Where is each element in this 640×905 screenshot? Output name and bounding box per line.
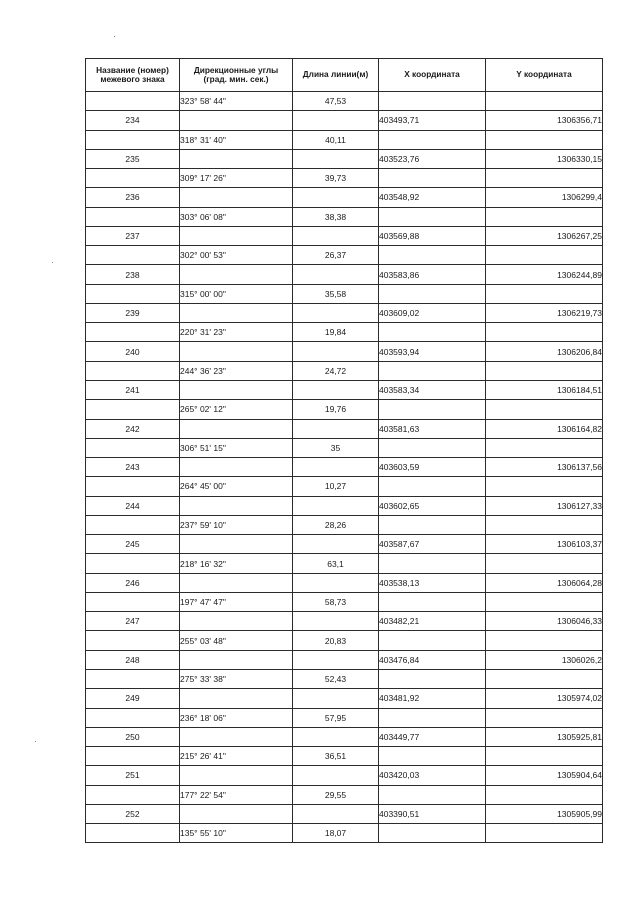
table-row xyxy=(86,515,603,534)
y-coordinate-cell: 1305905,99 xyxy=(486,804,603,823)
table-row xyxy=(86,130,603,149)
table-row xyxy=(86,708,603,727)
x-coordinate-cell xyxy=(379,130,486,149)
y-coordinate-cell xyxy=(486,284,603,303)
x-coordinate-cell xyxy=(379,323,486,342)
x-coordinate-cell xyxy=(379,669,486,688)
direction-angle-cell: 220° 31' 23" xyxy=(180,323,293,342)
line-length-cell: 19,84 xyxy=(293,323,379,342)
mark-name-cell: 251 xyxy=(86,766,180,785)
y-coordinate-cell xyxy=(486,400,603,419)
header-direction-angle xyxy=(180,59,293,92)
header-y-coordinate xyxy=(486,59,603,92)
line-length-cell: 39,73 xyxy=(293,169,379,188)
x-coordinate-cell: 403476,84 xyxy=(379,650,486,669)
mark-name-cell xyxy=(86,438,180,457)
direction-angle-cell: 302° 00' 53" xyxy=(180,246,293,265)
table-header xyxy=(86,59,603,92)
line-length-cell xyxy=(293,689,379,708)
direction-angle-cell: 265° 02' 12" xyxy=(180,400,293,419)
direction-angle-cell xyxy=(180,342,293,361)
line-length-cell xyxy=(293,188,379,207)
line-length-cell: 57,95 xyxy=(293,708,379,727)
direction-angle-cell: 318° 31' 40" xyxy=(180,130,293,149)
x-coordinate-cell xyxy=(379,554,486,573)
mark-name-cell xyxy=(86,246,180,265)
header-x-coordinate-label: X координата xyxy=(404,69,460,80)
x-coordinate-cell: 403603,59 xyxy=(379,458,486,477)
mark-name-cell xyxy=(86,400,180,419)
mark-name-cell xyxy=(86,708,180,727)
direction-angle-cell: 275° 33' 38" xyxy=(180,669,293,688)
scan-speck xyxy=(52,262,53,263)
y-coordinate-cell: 1306267,25 xyxy=(486,226,603,245)
y-coordinate-cell: 1306064,28 xyxy=(486,573,603,592)
direction-angle-cell: 303° 06' 08" xyxy=(180,207,293,226)
line-length-cell: 35,58 xyxy=(293,284,379,303)
x-coordinate-cell xyxy=(379,361,486,380)
x-coordinate-cell: 403583,34 xyxy=(379,380,486,399)
direction-angle-cell xyxy=(180,458,293,477)
line-length-cell: 47,53 xyxy=(293,92,379,111)
x-coordinate-cell xyxy=(379,92,486,111)
mark-name-cell xyxy=(86,592,180,611)
header-direction-angle-label: Дирекционные углы (град. мин. сек.) xyxy=(193,64,279,84)
line-length-cell xyxy=(293,265,379,284)
y-coordinate-cell: 1306103,37 xyxy=(486,535,603,554)
line-length-cell xyxy=(293,303,379,322)
mark-name-cell: 247 xyxy=(86,612,180,631)
mark-name-cell: 242 xyxy=(86,419,180,438)
line-length-cell: 40,11 xyxy=(293,130,379,149)
mark-name-cell xyxy=(86,824,180,843)
table-row xyxy=(86,650,603,669)
direction-angle-cell xyxy=(180,419,293,438)
y-coordinate-cell xyxy=(486,669,603,688)
y-coordinate-cell: 1306219,73 xyxy=(486,303,603,322)
direction-angle-cell: 215° 26' 41" xyxy=(180,747,293,766)
x-coordinate-cell xyxy=(379,631,486,650)
table-row xyxy=(86,689,603,708)
y-coordinate-cell xyxy=(486,438,603,457)
y-coordinate-cell xyxy=(486,515,603,534)
x-coordinate-cell: 403390,51 xyxy=(379,804,486,823)
line-length-cell xyxy=(293,573,379,592)
x-coordinate-cell xyxy=(379,708,486,727)
x-coordinate-cell xyxy=(379,246,486,265)
table-row xyxy=(86,669,603,688)
mark-name-cell xyxy=(86,207,180,226)
y-coordinate-cell: 1306046,33 xyxy=(486,612,603,631)
y-coordinate-cell xyxy=(486,361,603,380)
table-body xyxy=(86,92,603,843)
mark-name-cell xyxy=(86,92,180,111)
table-row xyxy=(86,226,603,245)
table-row xyxy=(86,303,603,322)
table-row xyxy=(86,458,603,477)
y-coordinate-cell: 1306244,89 xyxy=(486,265,603,284)
mark-name-cell: 241 xyxy=(86,380,180,399)
direction-angle-cell xyxy=(180,149,293,168)
mark-name-cell: 248 xyxy=(86,650,180,669)
table-row xyxy=(86,342,603,361)
direction-angle-cell xyxy=(180,804,293,823)
mark-name-cell: 237 xyxy=(86,226,180,245)
y-coordinate-cell xyxy=(486,631,603,650)
x-coordinate-cell xyxy=(379,207,486,226)
y-coordinate-cell: 1305925,81 xyxy=(486,727,603,746)
line-length-cell: 38,38 xyxy=(293,207,379,226)
line-length-cell xyxy=(293,149,379,168)
line-length-cell xyxy=(293,650,379,669)
mark-name-cell: 234 xyxy=(86,111,180,130)
line-length-cell xyxy=(293,804,379,823)
direction-angle-cell xyxy=(180,111,293,130)
table-row xyxy=(86,111,603,130)
table-row xyxy=(86,573,603,592)
mark-name-cell xyxy=(86,785,180,804)
x-coordinate-cell: 403569,88 xyxy=(379,226,486,245)
line-length-cell: 20,83 xyxy=(293,631,379,650)
line-length-cell xyxy=(293,766,379,785)
direction-angle-cell xyxy=(180,535,293,554)
scan-speck xyxy=(114,36,115,37)
direction-angle-cell: 237° 59' 10" xyxy=(180,515,293,534)
direction-angle-cell xyxy=(180,689,293,708)
direction-angle-cell xyxy=(180,380,293,399)
direction-angle-cell xyxy=(180,612,293,631)
mark-name-cell xyxy=(86,284,180,303)
line-length-cell: 58,73 xyxy=(293,592,379,611)
direction-angle-cell: 236° 18' 06" xyxy=(180,708,293,727)
table-row xyxy=(86,804,603,823)
line-length-cell xyxy=(293,727,379,746)
y-coordinate-cell xyxy=(486,92,603,111)
x-coordinate-cell: 403493,71 xyxy=(379,111,486,130)
mark-name-cell xyxy=(86,515,180,534)
table-row xyxy=(86,727,603,746)
direction-angle-cell xyxy=(180,650,293,669)
line-length-cell xyxy=(293,496,379,515)
scan-speck xyxy=(35,741,36,742)
direction-angle-cell: 177° 22' 54" xyxy=(180,785,293,804)
direction-angle-cell: 306° 51' 15" xyxy=(180,438,293,457)
table-row xyxy=(86,361,603,380)
header-mark-name xyxy=(86,59,180,92)
line-length-cell: 36,51 xyxy=(293,747,379,766)
direction-angle-cell: 309° 17' 26" xyxy=(180,169,293,188)
table-row xyxy=(86,554,603,573)
y-coordinate-cell: 1306164,82 xyxy=(486,419,603,438)
mark-name-cell: 238 xyxy=(86,265,180,284)
boundary-coordinates-table xyxy=(85,58,603,843)
mark-name-cell: 250 xyxy=(86,727,180,746)
mark-name-cell xyxy=(86,554,180,573)
y-coordinate-cell: 1306356,71 xyxy=(486,111,603,130)
y-coordinate-cell: 1305974,02 xyxy=(486,689,603,708)
line-length-cell: 26,37 xyxy=(293,246,379,265)
direction-angle-cell: 255° 03' 48" xyxy=(180,631,293,650)
x-coordinate-cell: 403587,67 xyxy=(379,535,486,554)
x-coordinate-cell: 403420,03 xyxy=(379,766,486,785)
table-row xyxy=(86,169,603,188)
y-coordinate-cell xyxy=(486,477,603,496)
y-coordinate-cell xyxy=(486,554,603,573)
mark-name-cell: 240 xyxy=(86,342,180,361)
table-row xyxy=(86,419,603,438)
table-row xyxy=(86,207,603,226)
y-coordinate-cell xyxy=(486,747,603,766)
header-y-coordinate-label: Y координата xyxy=(516,69,572,80)
table-row xyxy=(86,188,603,207)
table-row xyxy=(86,438,603,457)
y-coordinate-cell xyxy=(486,824,603,843)
mark-name-cell: 239 xyxy=(86,303,180,322)
direction-angle-cell: 264° 45' 00" xyxy=(180,477,293,496)
mark-name-cell: 249 xyxy=(86,689,180,708)
x-coordinate-cell xyxy=(379,438,486,457)
line-length-cell xyxy=(293,458,379,477)
x-coordinate-cell: 403609,02 xyxy=(379,303,486,322)
table-row xyxy=(86,400,603,419)
table-row xyxy=(86,496,603,515)
x-coordinate-cell xyxy=(379,400,486,419)
direction-angle-cell xyxy=(180,303,293,322)
line-length-cell xyxy=(293,226,379,245)
line-length-cell: 24,72 xyxy=(293,361,379,380)
line-length-cell xyxy=(293,111,379,130)
mark-name-cell xyxy=(86,361,180,380)
x-coordinate-cell xyxy=(379,592,486,611)
mark-name-cell: 245 xyxy=(86,535,180,554)
line-length-cell: 35 xyxy=(293,438,379,457)
table-row xyxy=(86,477,603,496)
x-coordinate-cell: 403548,92 xyxy=(379,188,486,207)
direction-angle-cell: 315° 00' 00" xyxy=(180,284,293,303)
x-coordinate-cell: 403602,65 xyxy=(379,496,486,515)
y-coordinate-cell: 1306299,4 xyxy=(486,188,603,207)
direction-angle-cell: 135° 55' 10" xyxy=(180,824,293,843)
table-row xyxy=(86,323,603,342)
mark-name-cell: 243 xyxy=(86,458,180,477)
y-coordinate-cell: 1306330,15 xyxy=(486,149,603,168)
x-coordinate-cell xyxy=(379,284,486,303)
table-row xyxy=(86,265,603,284)
header-line-length xyxy=(293,59,379,92)
direction-angle-cell: 197° 47' 47" xyxy=(180,592,293,611)
table-row xyxy=(86,149,603,168)
y-coordinate-cell xyxy=(486,785,603,804)
line-length-cell: 10,27 xyxy=(293,477,379,496)
mark-name-cell xyxy=(86,631,180,650)
direction-angle-cell: 218° 16' 32" xyxy=(180,554,293,573)
table-row xyxy=(86,284,603,303)
y-coordinate-cell xyxy=(486,169,603,188)
direction-angle-cell xyxy=(180,265,293,284)
line-length-cell xyxy=(293,419,379,438)
mark-name-cell: 252 xyxy=(86,804,180,823)
table-row xyxy=(86,592,603,611)
y-coordinate-cell: 1306026,2 xyxy=(486,650,603,669)
header-line-length-label: Длина линии(м) xyxy=(302,69,369,80)
x-coordinate-cell: 403481,92 xyxy=(379,689,486,708)
table-row xyxy=(86,785,603,804)
y-coordinate-cell xyxy=(486,592,603,611)
line-length-cell: 29,55 xyxy=(293,785,379,804)
mark-name-cell xyxy=(86,669,180,688)
y-coordinate-cell xyxy=(486,246,603,265)
direction-angle-cell xyxy=(180,573,293,592)
line-length-cell xyxy=(293,612,379,631)
mark-name-cell: 244 xyxy=(86,496,180,515)
x-coordinate-cell xyxy=(379,747,486,766)
table-row xyxy=(86,92,603,111)
x-coordinate-cell xyxy=(379,169,486,188)
x-coordinate-cell: 403523,76 xyxy=(379,149,486,168)
mark-name-cell xyxy=(86,323,180,342)
x-coordinate-cell: 403581,63 xyxy=(379,419,486,438)
x-coordinate-cell xyxy=(379,785,486,804)
x-coordinate-cell: 403583,86 xyxy=(379,265,486,284)
y-coordinate-cell xyxy=(486,708,603,727)
x-coordinate-cell: 403593,94 xyxy=(379,342,486,361)
mark-name-cell xyxy=(86,747,180,766)
line-length-cell: 28,26 xyxy=(293,515,379,534)
mark-name-cell: 236 xyxy=(86,188,180,207)
header-row xyxy=(86,59,603,92)
mark-name-cell: 246 xyxy=(86,573,180,592)
x-coordinate-cell xyxy=(379,477,486,496)
x-coordinate-cell: 403449,77 xyxy=(379,727,486,746)
x-coordinate-cell: 403538,13 xyxy=(379,573,486,592)
direction-angle-cell: 323° 58' 44" xyxy=(180,92,293,111)
x-coordinate-cell xyxy=(379,515,486,534)
y-coordinate-cell: 1305904,64 xyxy=(486,766,603,785)
mark-name-cell: 235 xyxy=(86,149,180,168)
mark-name-cell xyxy=(86,477,180,496)
y-coordinate-cell xyxy=(486,130,603,149)
direction-angle-cell xyxy=(180,188,293,207)
mark-name-cell xyxy=(86,169,180,188)
header-x-coordinate xyxy=(379,59,486,92)
y-coordinate-cell: 1306137,56 xyxy=(486,458,603,477)
line-length-cell xyxy=(293,380,379,399)
table-row xyxy=(86,824,603,843)
y-coordinate-cell: 1306127,33 xyxy=(486,496,603,515)
line-length-cell xyxy=(293,535,379,554)
direction-angle-cell: 244° 36' 23" xyxy=(180,361,293,380)
y-coordinate-cell: 1306206,84 xyxy=(486,342,603,361)
header-mark-name-label: Название (номер) межевого знака xyxy=(96,64,169,84)
table-row xyxy=(86,535,603,554)
direction-angle-cell xyxy=(180,727,293,746)
table-row xyxy=(86,747,603,766)
table-row xyxy=(86,380,603,399)
y-coordinate-cell xyxy=(486,207,603,226)
line-length-cell: 19,76 xyxy=(293,400,379,419)
direction-angle-cell xyxy=(180,766,293,785)
line-length-cell xyxy=(293,342,379,361)
x-coordinate-cell: 403482,21 xyxy=(379,612,486,631)
table-row xyxy=(86,612,603,631)
direction-angle-cell xyxy=(180,226,293,245)
line-length-cell: 63,1 xyxy=(293,554,379,573)
mark-name-cell xyxy=(86,130,180,149)
x-coordinate-cell xyxy=(379,824,486,843)
y-coordinate-cell xyxy=(486,323,603,342)
direction-angle-cell xyxy=(180,496,293,515)
table-row xyxy=(86,631,603,650)
line-length-cell: 52,43 xyxy=(293,669,379,688)
y-coordinate-cell: 1306184,51 xyxy=(486,380,603,399)
table-row xyxy=(86,246,603,265)
table-row xyxy=(86,766,603,785)
line-length-cell: 18,07 xyxy=(293,824,379,843)
